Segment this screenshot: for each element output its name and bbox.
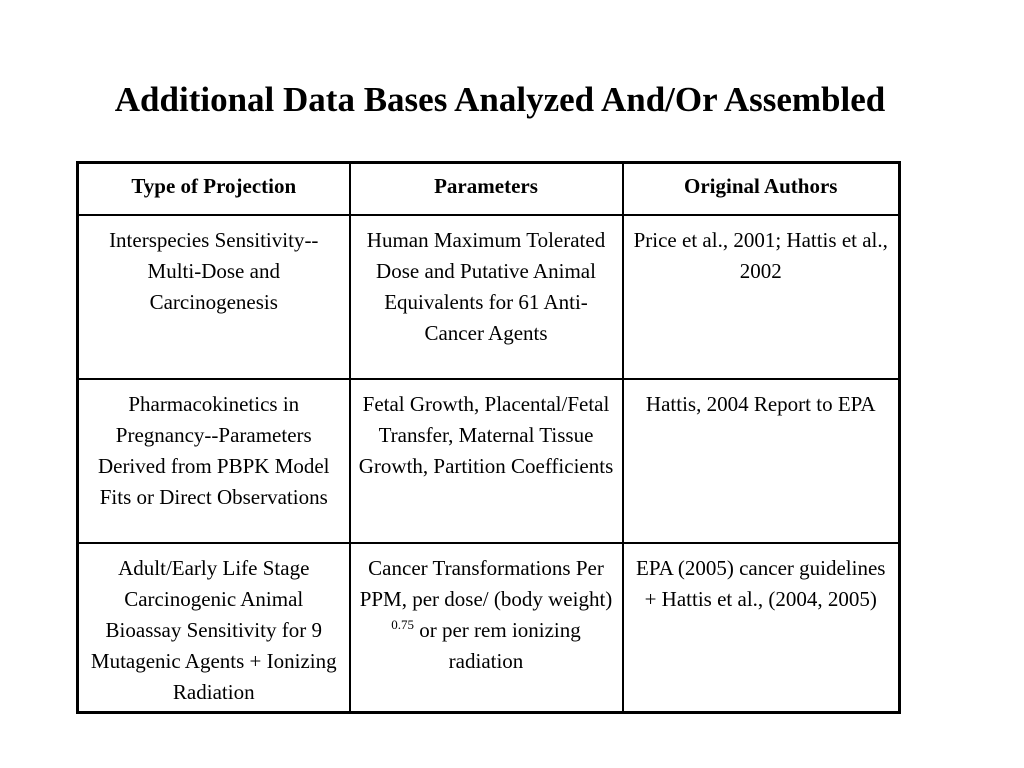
exponent-superscript: 0.75 <box>391 617 414 632</box>
header-type-of-projection: Type of Projection <box>78 163 350 216</box>
table-row <box>78 215 900 379</box>
cell-parameters <box>350 543 623 713</box>
cell-authors: EPA (2005) cancer guidelines + Hattis et al., (2004, 2005) <box>623 543 900 713</box>
table-row <box>78 543 900 713</box>
cell-projection: Interspecies Sensitivity--Multi-Dose and Carcinogenesis <box>78 215 350 379</box>
header-original-authors: Original Authors <box>623 163 900 216</box>
cell-projection: Adult/Early Life Stage Carcinogenic Animal Bioassay Sensitivity for 9 Mutagenic Agents + Ionizing Radiation <box>78 543 350 713</box>
cell-parameters: Fetal Growth, Placental/Fetal Transfer, Maternal Tissue Growth, Partition Coefficients <box>350 379 623 543</box>
header-parameters: Parameters <box>350 163 623 216</box>
cell-projection: Pharmacokinetics in Pregnancy--Parameters Derived from PBPK Model Fits or Direct Observations <box>78 379 350 543</box>
table-row <box>78 379 900 543</box>
cell-authors: Hattis, 2004 Report to EPA <box>623 379 900 543</box>
cell-parameters: Human Maximum Tolerated Dose and Putative Animal Equivalents for 61 Anti-Cancer Agents <box>350 215 623 379</box>
table-header-row <box>78 163 900 216</box>
data-table <box>76 161 901 714</box>
cell-authors: Price et al., 2001; Hattis et al., 2002 <box>623 215 900 379</box>
slide-title: Additional Data Bases Analyzed And/Or Assembled <box>114 80 886 119</box>
parameters-text-before: Cancer Transformations Per PPM, per dose/ (body weight) <box>359 556 613 611</box>
parameters-text-after: or per rem ionizing radiation <box>419 618 581 673</box>
